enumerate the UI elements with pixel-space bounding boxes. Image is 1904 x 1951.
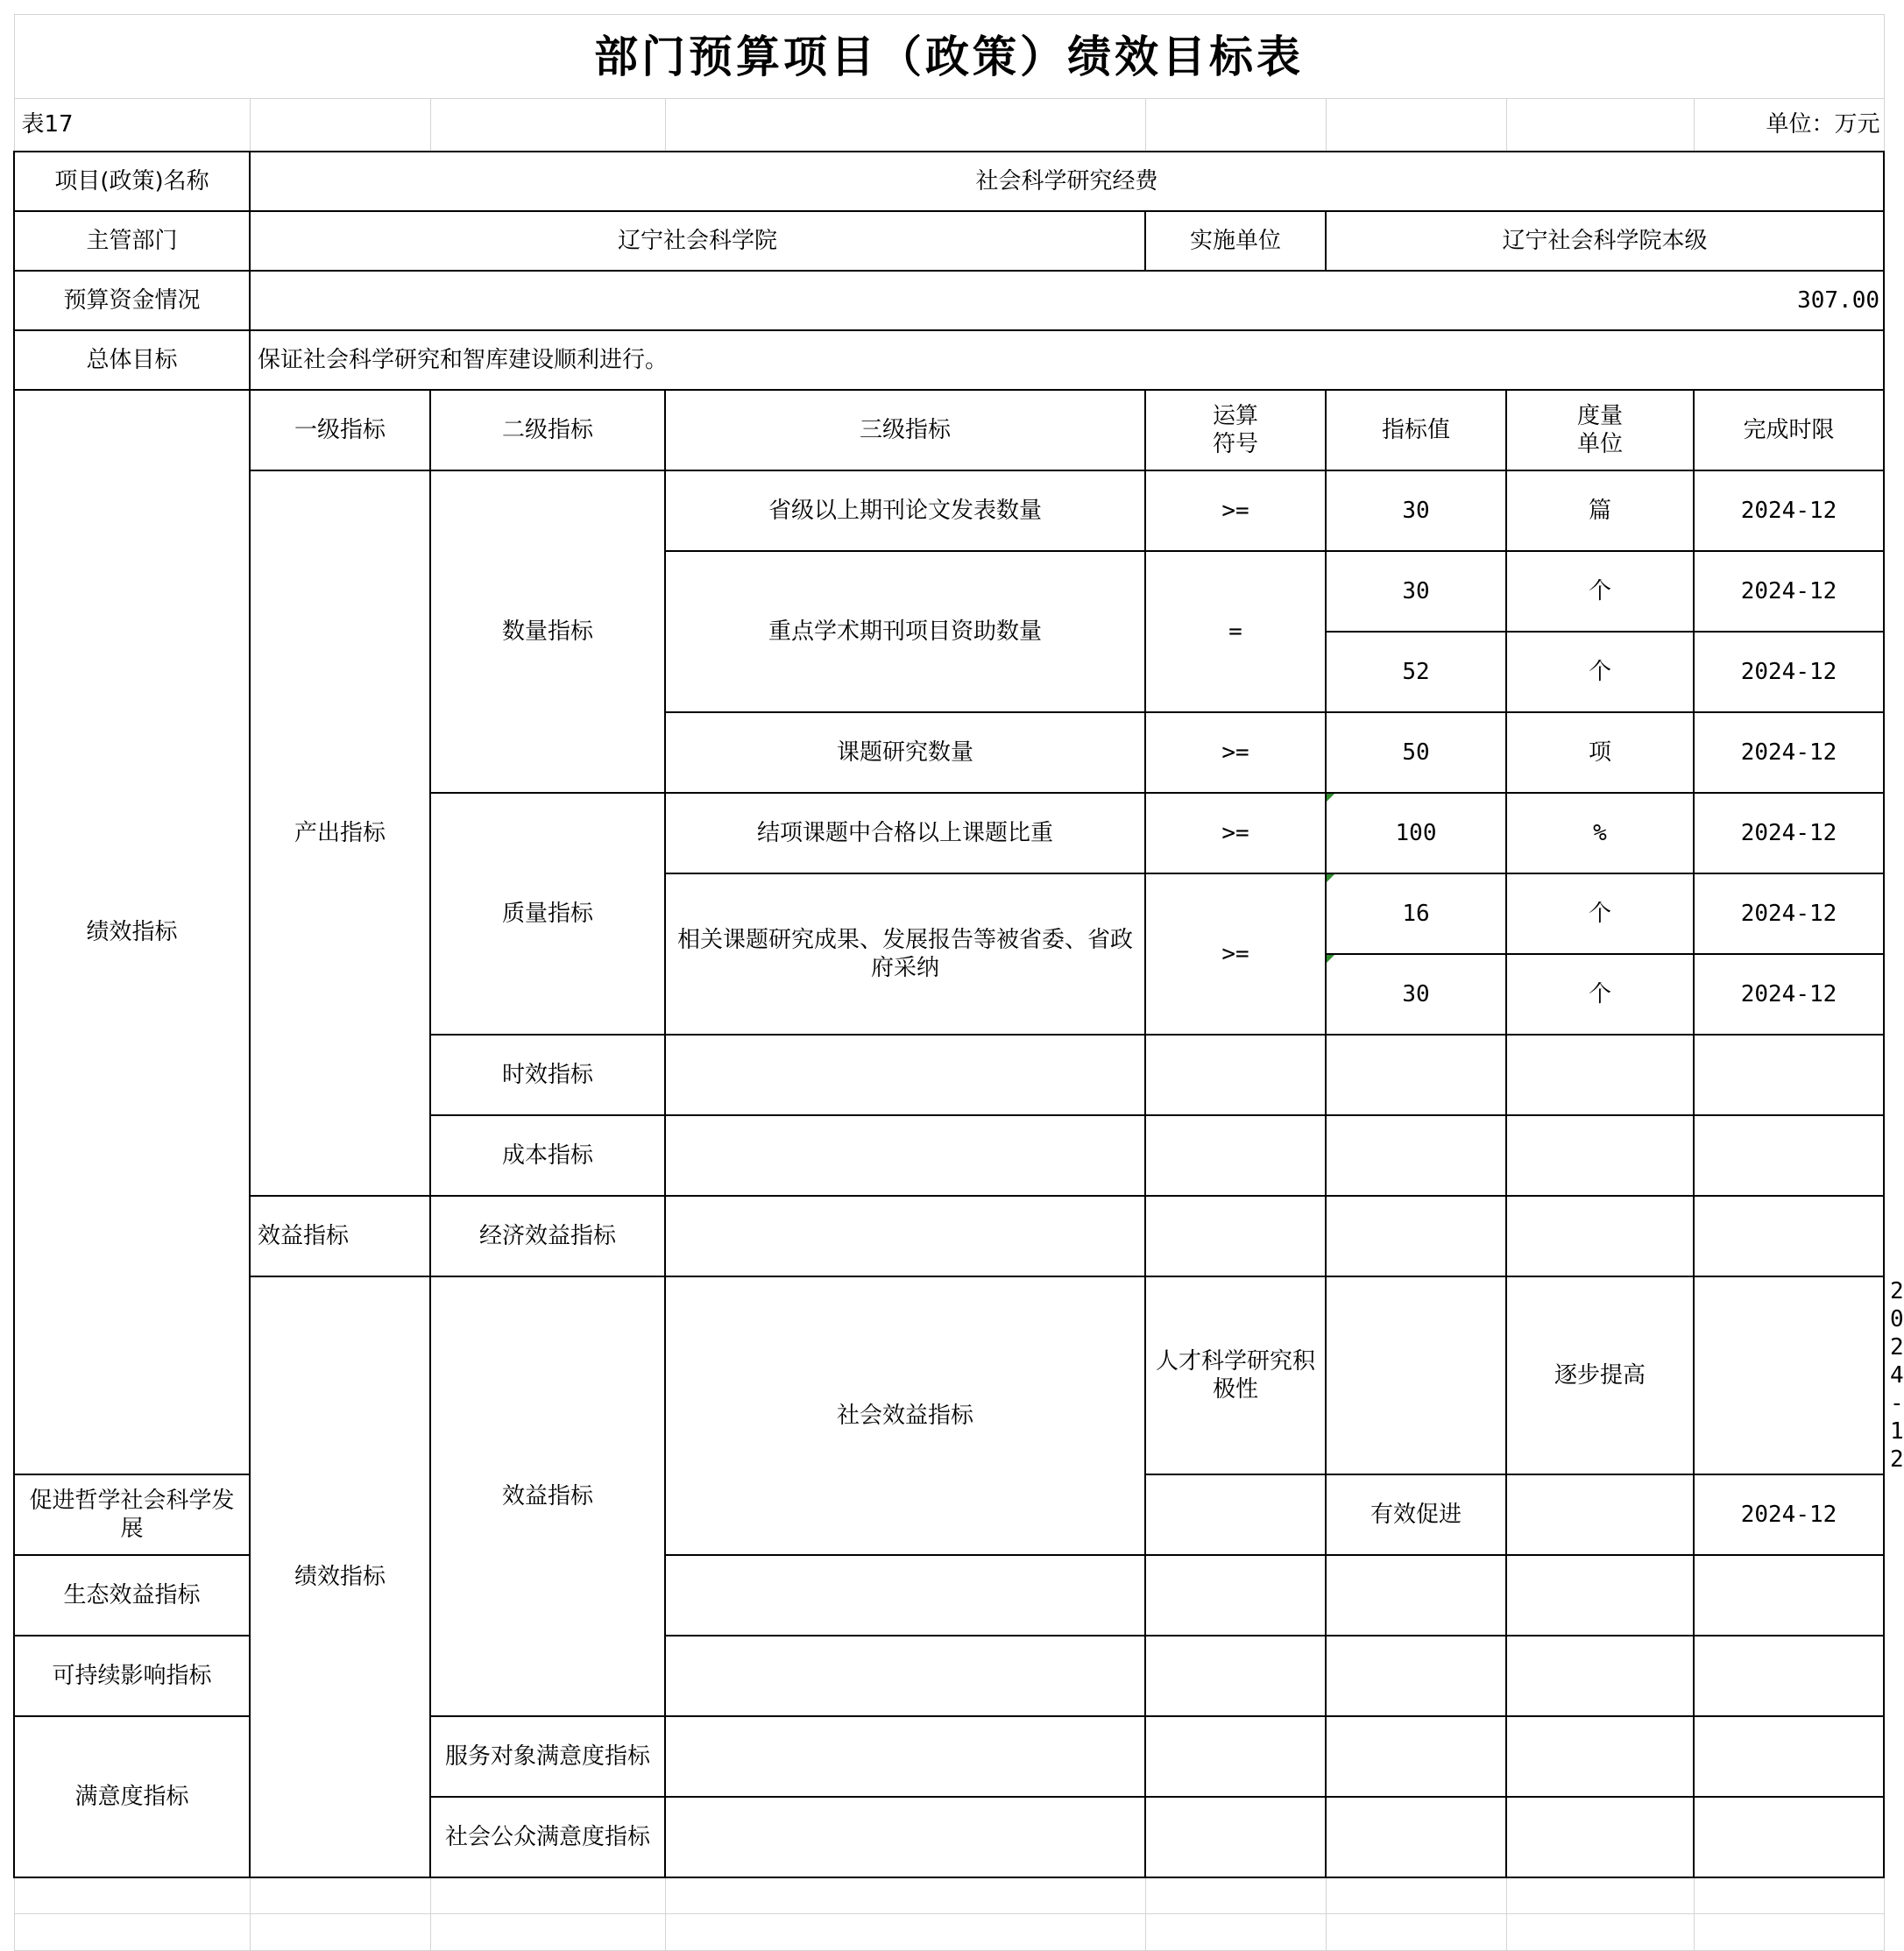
empty-cell <box>1694 1115 1884 1196</box>
empty-cell <box>1326 1555 1506 1636</box>
empty-cell <box>665 1797 1145 1877</box>
empty-cell <box>1145 99 1326 152</box>
indicator-value: 100 <box>1326 793 1506 873</box>
indicator-name: 省级以上期刊论文发表数量 <box>665 470 1145 551</box>
indicator-unit: 个 <box>1506 873 1694 954</box>
level2-sustainable: 可持续影响指标 <box>14 1636 250 1716</box>
indicator-value: 逐步提高 <box>1506 1276 1694 1474</box>
empty-cell <box>665 1035 1145 1115</box>
empty-cell <box>250 1877 430 1914</box>
indicator-operator: >= <box>1145 793 1326 873</box>
empty-cell <box>1506 1877 1694 1914</box>
empty-cell <box>665 1914 1145 1951</box>
empty-cell <box>1694 1636 1884 1716</box>
table-number: 表17 <box>14 99 250 152</box>
level1-benefit: 效益指标 <box>250 1196 430 1276</box>
performance-target-table <box>13 14 1904 1951</box>
level2-social: 社会效益指标 <box>665 1276 1145 1555</box>
empty-cell <box>1506 1115 1694 1196</box>
empty-cell <box>250 1914 430 1951</box>
empty-cell <box>665 1716 1145 1797</box>
impl-value: 辽宁社会科学院本级 <box>1326 211 1884 271</box>
level2-quantity: 数量指标 <box>430 470 665 793</box>
empty-cell <box>1145 1035 1326 1115</box>
header-level3: 三级指标 <box>665 390 1145 470</box>
indicator-unit: 个 <box>1506 954 1694 1035</box>
empty-cell <box>1326 1276 1506 1474</box>
empty-cell <box>14 1877 250 1914</box>
indicator-value: 30 <box>1326 470 1506 551</box>
empty-cell <box>1506 1636 1694 1716</box>
table-row: 绩效指标 效益指标 社会效益指标 人才科学研究积极性 逐步提高 2024-12 <box>14 1276 1884 1474</box>
level2-quality: 质量指标 <box>430 793 665 1035</box>
level2-service-satisfaction: 服务对象满意度指标 <box>430 1716 665 1797</box>
indicator-unit: 项 <box>1506 712 1694 793</box>
indicator-deadline: 2024-12 <box>1694 954 1884 1035</box>
empty-cell <box>1145 1716 1326 1797</box>
empty-cell <box>1326 1196 1506 1276</box>
empty-cell <box>1506 1555 1694 1636</box>
table-row <box>14 470 1884 551</box>
empty-cell <box>1145 1196 1326 1276</box>
indicator-value: 30 <box>1326 954 1506 1035</box>
empty-cell <box>665 1115 1145 1196</box>
indicator-unit: 个 <box>1506 551 1694 632</box>
empty-cell <box>1506 1196 1694 1276</box>
empty-cell <box>430 1877 665 1914</box>
level1-benefit: 效益指标 <box>430 1276 665 1716</box>
empty-cell <box>665 1636 1145 1716</box>
indicator-unit: 个 <box>1506 632 1694 712</box>
level2-timeliness: 时效指标 <box>430 1035 665 1115</box>
empty-cell <box>665 1877 1145 1914</box>
indicator-deadline: 2024-12 <box>1694 873 1884 954</box>
indicator-deadline: 2024-12 <box>1694 551 1884 632</box>
indicator-operator: >= <box>1145 712 1326 793</box>
empty-cell <box>1326 1877 1506 1914</box>
empty-cell <box>250 99 430 152</box>
empty-cell <box>1145 1797 1326 1877</box>
empty-cell <box>1506 1035 1694 1115</box>
indicator-value: 50 <box>1326 712 1506 793</box>
indicator-operator: >= <box>1145 873 1326 1035</box>
page-title: 部门预算项目（政策）绩效目标表 <box>14 15 1884 99</box>
indicator-name: 重点学术期刊项目资助数量 <box>665 551 1145 712</box>
indicator-value: 52 <box>1326 632 1506 712</box>
indicator-deadline: 2024-12 <box>1694 712 1884 793</box>
indicator-unit: % <box>1506 793 1694 873</box>
header-unit: 度量 单位 <box>1506 390 1694 470</box>
empty-cell <box>430 1914 665 1951</box>
empty-cell <box>1145 1115 1326 1196</box>
indicator-unit: 篇 <box>1506 470 1694 551</box>
goal-label: 总体目标 <box>14 330 250 390</box>
header-level1: 一级指标 <box>250 390 430 470</box>
header-deadline: 完成时限 <box>1694 390 1884 470</box>
empty-cell <box>1506 1474 1694 1555</box>
level1-output: 产出指标 <box>250 470 430 1196</box>
perf-section-label-2: 绩效指标 <box>250 1276 430 1877</box>
level1-satisfaction: 满意度指标 <box>14 1716 250 1877</box>
dept-label: 主管部门 <box>14 211 250 271</box>
indicator-name: 促进哲学社会科学发展 <box>14 1474 250 1555</box>
empty-cell <box>1694 1555 1884 1636</box>
empty-cell <box>1326 1636 1506 1716</box>
empty-cell <box>1145 1636 1326 1716</box>
goal-value: 保证社会科学研究和智库建设顺利进行。 <box>250 330 1884 390</box>
perf-section-label: 绩效指标 <box>14 390 250 1474</box>
impl-label: 实施单位 <box>1145 211 1326 271</box>
unit-label: 单位：万元 <box>1694 99 1884 152</box>
header-level2: 二级指标 <box>430 390 665 470</box>
level2-economic: 经济效益指标 <box>430 1196 665 1276</box>
empty-cell <box>1694 1716 1884 1797</box>
level2-ecological: 生态效益指标 <box>14 1555 250 1636</box>
level2-public-satisfaction: 社会公众满意度指标 <box>430 1797 665 1877</box>
empty-cell <box>1506 1914 1694 1951</box>
empty-cell <box>1506 1716 1694 1797</box>
empty-cell <box>1326 1914 1506 1951</box>
indicator-deadline: 2024-12 <box>1694 632 1884 712</box>
empty-cell <box>1145 1474 1326 1555</box>
indicator-name: 人才科学研究积极性 <box>1145 1276 1326 1474</box>
empty-cell <box>1145 1914 1326 1951</box>
indicator-name: 相关课题研究成果、发展报告等被省委、省政府采纳 <box>665 873 1145 1035</box>
empty-cell <box>1694 1797 1884 1877</box>
empty-cell <box>14 1914 250 1951</box>
empty-cell <box>1694 1914 1884 1951</box>
table-row <box>14 1196 1884 1276</box>
empty-cell <box>1326 1115 1506 1196</box>
indicator-value: 有效促进 <box>1326 1474 1506 1555</box>
empty-cell <box>1326 99 1506 152</box>
project-name-value: 社会科学研究经费 <box>250 152 1884 211</box>
empty-cell <box>1326 1797 1506 1877</box>
budget-value: 307.00 <box>250 271 1884 330</box>
project-name-label: 项目(政策)名称 <box>14 152 250 211</box>
header-value: 指标值 <box>1326 390 1506 470</box>
indicator-value: 16 <box>1326 873 1506 954</box>
indicator-operator: >= <box>1145 470 1326 551</box>
dept-value: 辽宁社会科学院 <box>250 211 1145 271</box>
empty-cell <box>1145 1877 1326 1914</box>
empty-cell <box>1694 1276 1884 1474</box>
indicator-deadline: 2024-12 <box>1694 1474 1884 1555</box>
indicator-value: 30 <box>1326 551 1506 632</box>
budget-label: 预算资金情况 <box>14 271 250 330</box>
empty-cell <box>1694 1035 1884 1115</box>
empty-cell <box>665 99 1145 152</box>
header-operator: 运算 符号 <box>1145 390 1326 470</box>
indicator-name: 结项课题中合格以上课题比重 <box>665 793 1145 873</box>
empty-cell <box>1326 1716 1506 1797</box>
empty-cell <box>665 1555 1145 1636</box>
indicator-name: 课题研究数量 <box>665 712 1145 793</box>
empty-cell <box>1694 1196 1884 1276</box>
empty-cell <box>430 99 665 152</box>
indicator-deadline: 2024-12 <box>1694 793 1884 873</box>
empty-cell <box>1694 1877 1884 1914</box>
empty-cell <box>1145 1555 1326 1636</box>
level2-cost: 成本指标 <box>430 1115 665 1196</box>
indicator-operator: = <box>1145 551 1326 712</box>
empty-cell <box>1506 99 1694 152</box>
empty-cell <box>1326 1035 1506 1115</box>
empty-cell <box>665 1196 1145 1276</box>
indicator-deadline: 2024-12 <box>1694 470 1884 551</box>
empty-cell <box>1506 1797 1694 1877</box>
